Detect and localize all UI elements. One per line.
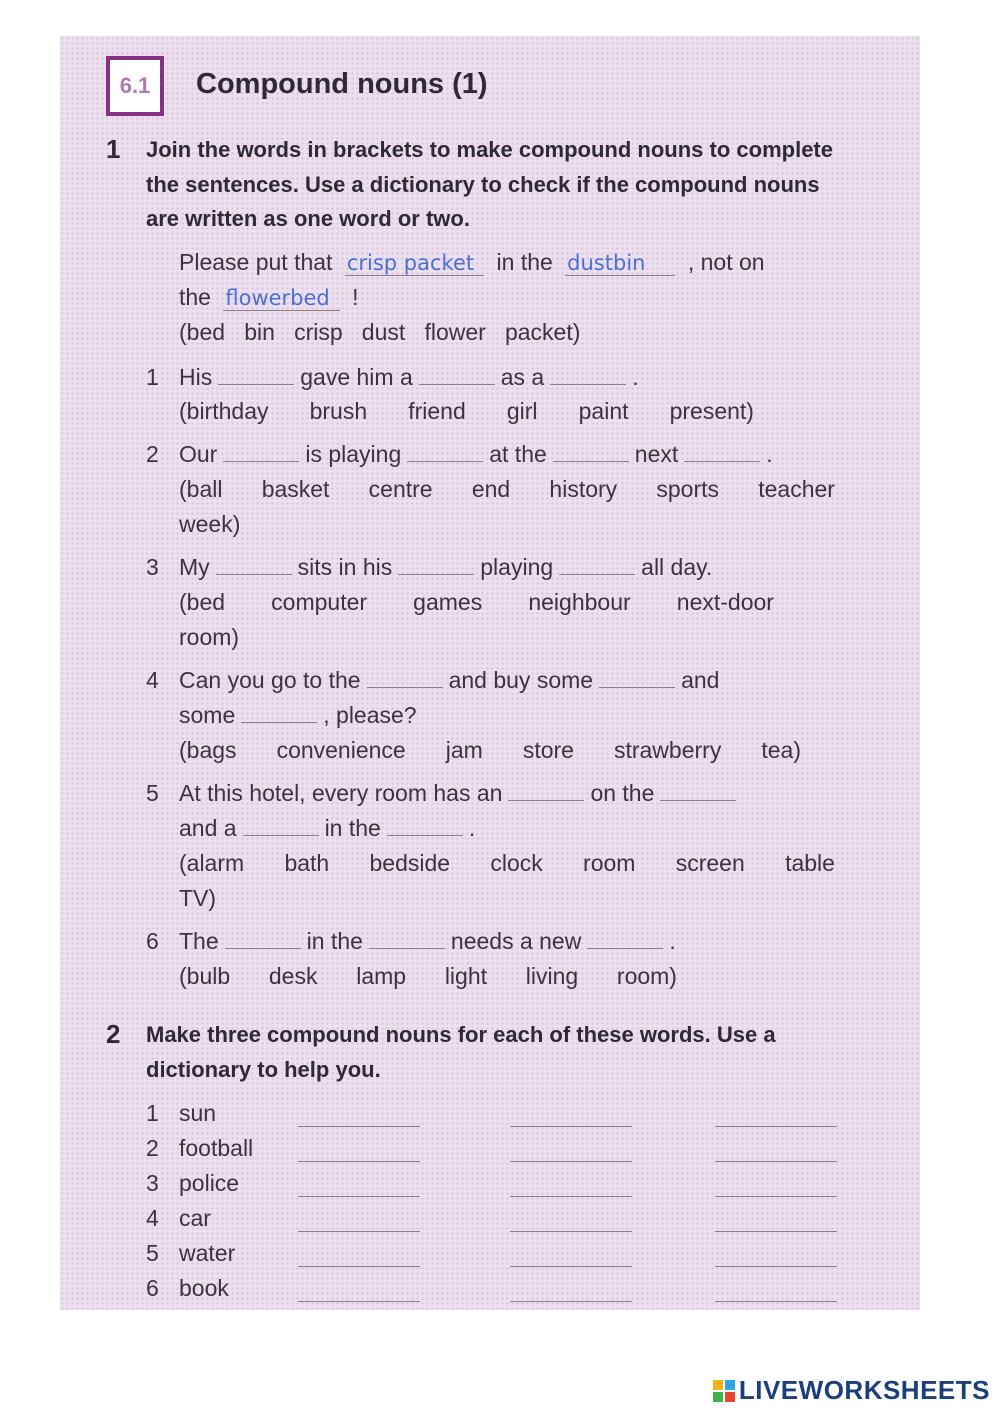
- item-5-sentence: [179, 780, 742, 807]
- answer-blank[interactable]: [298, 1266, 420, 1267]
- word: clock: [490, 850, 543, 876]
- sentence-text: His: [179, 364, 213, 390]
- word: friend: [408, 398, 466, 424]
- exercise-2-instruction: Make three compound nouns for each of these words. Use a dictionary to help you.: [146, 1022, 776, 1082]
- word: basket: [261, 476, 330, 502]
- word: (bulb: [179, 963, 231, 989]
- word: room): [616, 963, 677, 989]
- word: (bed: [179, 589, 226, 615]
- word: centre: [368, 476, 433, 502]
- word: history: [549, 476, 618, 502]
- word: (ball: [179, 476, 223, 502]
- sentence-text: and: [681, 667, 720, 693]
- word: bath: [284, 850, 330, 876]
- word: (alarm: [179, 850, 245, 876]
- answer-blank[interactable]: [715, 1196, 837, 1197]
- word: store: [522, 737, 574, 763]
- item-5-word-list: [179, 850, 835, 877]
- answer-blank[interactable]: [407, 460, 483, 462]
- example-line-1: [179, 249, 765, 276]
- word: neighbour: [528, 589, 631, 615]
- item-2-word-list-cont: week): [179, 511, 241, 537]
- example-word-list: (bed bin crisp dust flower packet): [179, 319, 581, 345]
- answer-blank[interactable]: [510, 1231, 632, 1232]
- answer-blank[interactable]: [419, 383, 495, 385]
- word: end: [471, 476, 511, 502]
- word: girl: [506, 398, 538, 424]
- answer-blank[interactable]: [241, 721, 317, 723]
- item-5-word-list-cont: TV): [179, 885, 217, 911]
- answer-blank[interactable]: [715, 1161, 837, 1162]
- sentence-text: sits in his: [297, 554, 393, 580]
- answer-blank[interactable]: [225, 947, 301, 949]
- answer-blank[interactable]: [510, 1126, 632, 1127]
- item-1-sentence: [179, 364, 639, 391]
- row-number: 5: [146, 1240, 159, 1266]
- answer-blank[interactable]: [216, 573, 292, 575]
- sentence-text: At this hotel, every room has an: [179, 780, 503, 806]
- sentence-text: is playing: [305, 441, 402, 467]
- sentence-text: My: [179, 554, 210, 580]
- item-number: 3: [146, 554, 159, 580]
- sentence-text: on the: [590, 780, 655, 806]
- sentence-text: .: [468, 815, 476, 841]
- example-answer-1: crisp packet: [345, 251, 484, 276]
- sentence-text: gave him a: [300, 364, 413, 390]
- sentence-text: at the: [489, 441, 547, 467]
- row-word: car: [179, 1205, 211, 1231]
- word: jam: [445, 737, 483, 763]
- word: light: [444, 963, 488, 989]
- answer-blank[interactable]: [243, 834, 319, 836]
- sentence-text: needs a new: [450, 928, 582, 954]
- item-3-sentence: [179, 554, 712, 581]
- word: desk: [268, 963, 318, 989]
- sentence-text: Our: [179, 441, 218, 467]
- unit-title: Compound nouns (1): [196, 68, 488, 100]
- answer-blank[interactable]: [298, 1301, 420, 1302]
- word: lamp: [356, 963, 407, 989]
- word: bedside: [369, 850, 451, 876]
- example-text: the: [179, 284, 211, 310]
- answer-blank[interactable]: [684, 460, 760, 462]
- sentence-text: .: [669, 928, 676, 954]
- word: next-door: [676, 589, 774, 615]
- row-word: police: [179, 1170, 240, 1196]
- word: sports: [656, 476, 720, 502]
- answer-blank[interactable]: [553, 460, 629, 462]
- answer-blank[interactable]: [223, 460, 299, 462]
- sentence-text: as a: [500, 364, 545, 390]
- row-number: 3: [146, 1170, 159, 1196]
- word: table: [785, 850, 835, 876]
- item-number: 6: [146, 928, 159, 954]
- item-2-word-list: [179, 476, 835, 503]
- example-answer-2: dustbin: [565, 251, 675, 276]
- logo-squares-icon: [713, 1380, 735, 1402]
- exercise-1-instruction: Join the words in brackets to make compound nouns to complete the sentences. Use a dictionary to check if the compound nouns are written as one word or two.: [146, 137, 833, 231]
- sentence-text: next: [634, 441, 679, 467]
- row-word: water: [179, 1240, 236, 1266]
- answer-blank[interactable]: [715, 1266, 837, 1267]
- word: tea): [761, 737, 801, 763]
- item-number: 5: [146, 780, 159, 806]
- answer-blank[interactable]: [508, 799, 584, 801]
- item-number: 4: [146, 667, 159, 693]
- word: present): [669, 398, 754, 424]
- example-text: , not on: [687, 249, 765, 275]
- example-text: in the: [496, 249, 553, 275]
- row-number: 4: [146, 1205, 159, 1231]
- answer-blank[interactable]: [298, 1126, 420, 1127]
- answer-blank[interactable]: [510, 1196, 632, 1197]
- sentence-text: The: [179, 928, 219, 954]
- word: brush: [309, 398, 368, 424]
- sentence-text: in the: [306, 928, 363, 954]
- word: (birthday: [179, 398, 269, 424]
- answer-blank[interactable]: [587, 947, 663, 949]
- word: paint: [578, 398, 629, 424]
- example-text: Please put that: [179, 249, 333, 275]
- answer-blank[interactable]: [298, 1231, 420, 1232]
- item-6-word-list: [179, 963, 677, 990]
- answer-blank[interactable]: [550, 383, 626, 385]
- row-word: sun: [179, 1100, 217, 1126]
- sentence-text: , please?: [323, 702, 417, 728]
- example-answer-3: flowerbed: [223, 286, 339, 311]
- liveworksheets-logo: [713, 1375, 990, 1406]
- answer-blank[interactable]: [387, 834, 463, 836]
- answer-blank[interactable]: [715, 1126, 837, 1127]
- word: room: [583, 850, 636, 876]
- word: strawberry: [613, 737, 722, 763]
- item-number: 2: [146, 441, 159, 467]
- answer-blank[interactable]: [510, 1266, 632, 1267]
- word: (bags: [179, 737, 237, 763]
- sentence-text: some: [179, 702, 236, 728]
- answer-blank[interactable]: [218, 383, 294, 385]
- answer-blank[interactable]: [510, 1161, 632, 1162]
- exercise-2-number: 2: [106, 1019, 121, 1049]
- answer-blank[interactable]: [559, 573, 635, 575]
- row-number: 1: [146, 1100, 159, 1126]
- answer-blank[interactable]: [599, 686, 675, 688]
- item-6-sentence: [179, 928, 676, 955]
- example-text: !: [352, 284, 359, 310]
- sentence-text: playing: [480, 554, 554, 580]
- row-word: football: [179, 1135, 254, 1161]
- sentence-text: Can you go to the: [179, 667, 361, 693]
- item-4-word-list: [179, 737, 801, 764]
- word: convenience: [276, 737, 406, 763]
- sentence-text: all day.: [641, 554, 713, 580]
- item-3-word-list-cont: room): [179, 624, 240, 650]
- answer-blank[interactable]: [715, 1301, 837, 1302]
- brand-name: LIVEWORKSHEETS: [738, 1375, 990, 1405]
- word: games: [413, 589, 483, 615]
- example-line-2: [179, 284, 359, 311]
- answer-blank[interactable]: [298, 1196, 420, 1197]
- answer-blank[interactable]: [298, 1161, 420, 1162]
- item-number: 1: [146, 364, 159, 390]
- sentence-text: and a: [179, 815, 237, 841]
- word: computer: [271, 589, 368, 615]
- word: teacher: [758, 476, 835, 502]
- word: living: [525, 963, 579, 989]
- row-number: 6: [146, 1275, 159, 1301]
- item-3-word-list: [179, 589, 774, 616]
- item-5-sentence-cont: [179, 815, 475, 842]
- sentence-text: .: [632, 364, 639, 390]
- answer-blank[interactable]: [715, 1231, 837, 1232]
- sentence-text: .: [766, 441, 773, 467]
- item-4-sentence-cont: [179, 702, 417, 729]
- answer-blank[interactable]: [660, 799, 736, 801]
- answer-blank[interactable]: [367, 686, 443, 688]
- item-1-word-list: [179, 398, 754, 425]
- sentence-text: in the: [324, 815, 381, 841]
- unit-number: 6.1: [119, 73, 151, 98]
- answer-blank[interactable]: [369, 947, 445, 949]
- row-number: 2: [146, 1135, 159, 1161]
- item-2-sentence: [179, 441, 773, 468]
- answer-blank[interactable]: [510, 1301, 632, 1302]
- exercise-1-number: 1: [106, 134, 121, 164]
- sentence-text: and buy some: [448, 667, 594, 693]
- word: screen: [675, 850, 745, 876]
- item-4-sentence: [179, 667, 719, 694]
- answer-blank[interactable]: [398, 573, 474, 575]
- unit-number-box: [106, 56, 164, 116]
- row-word: book: [179, 1275, 229, 1301]
